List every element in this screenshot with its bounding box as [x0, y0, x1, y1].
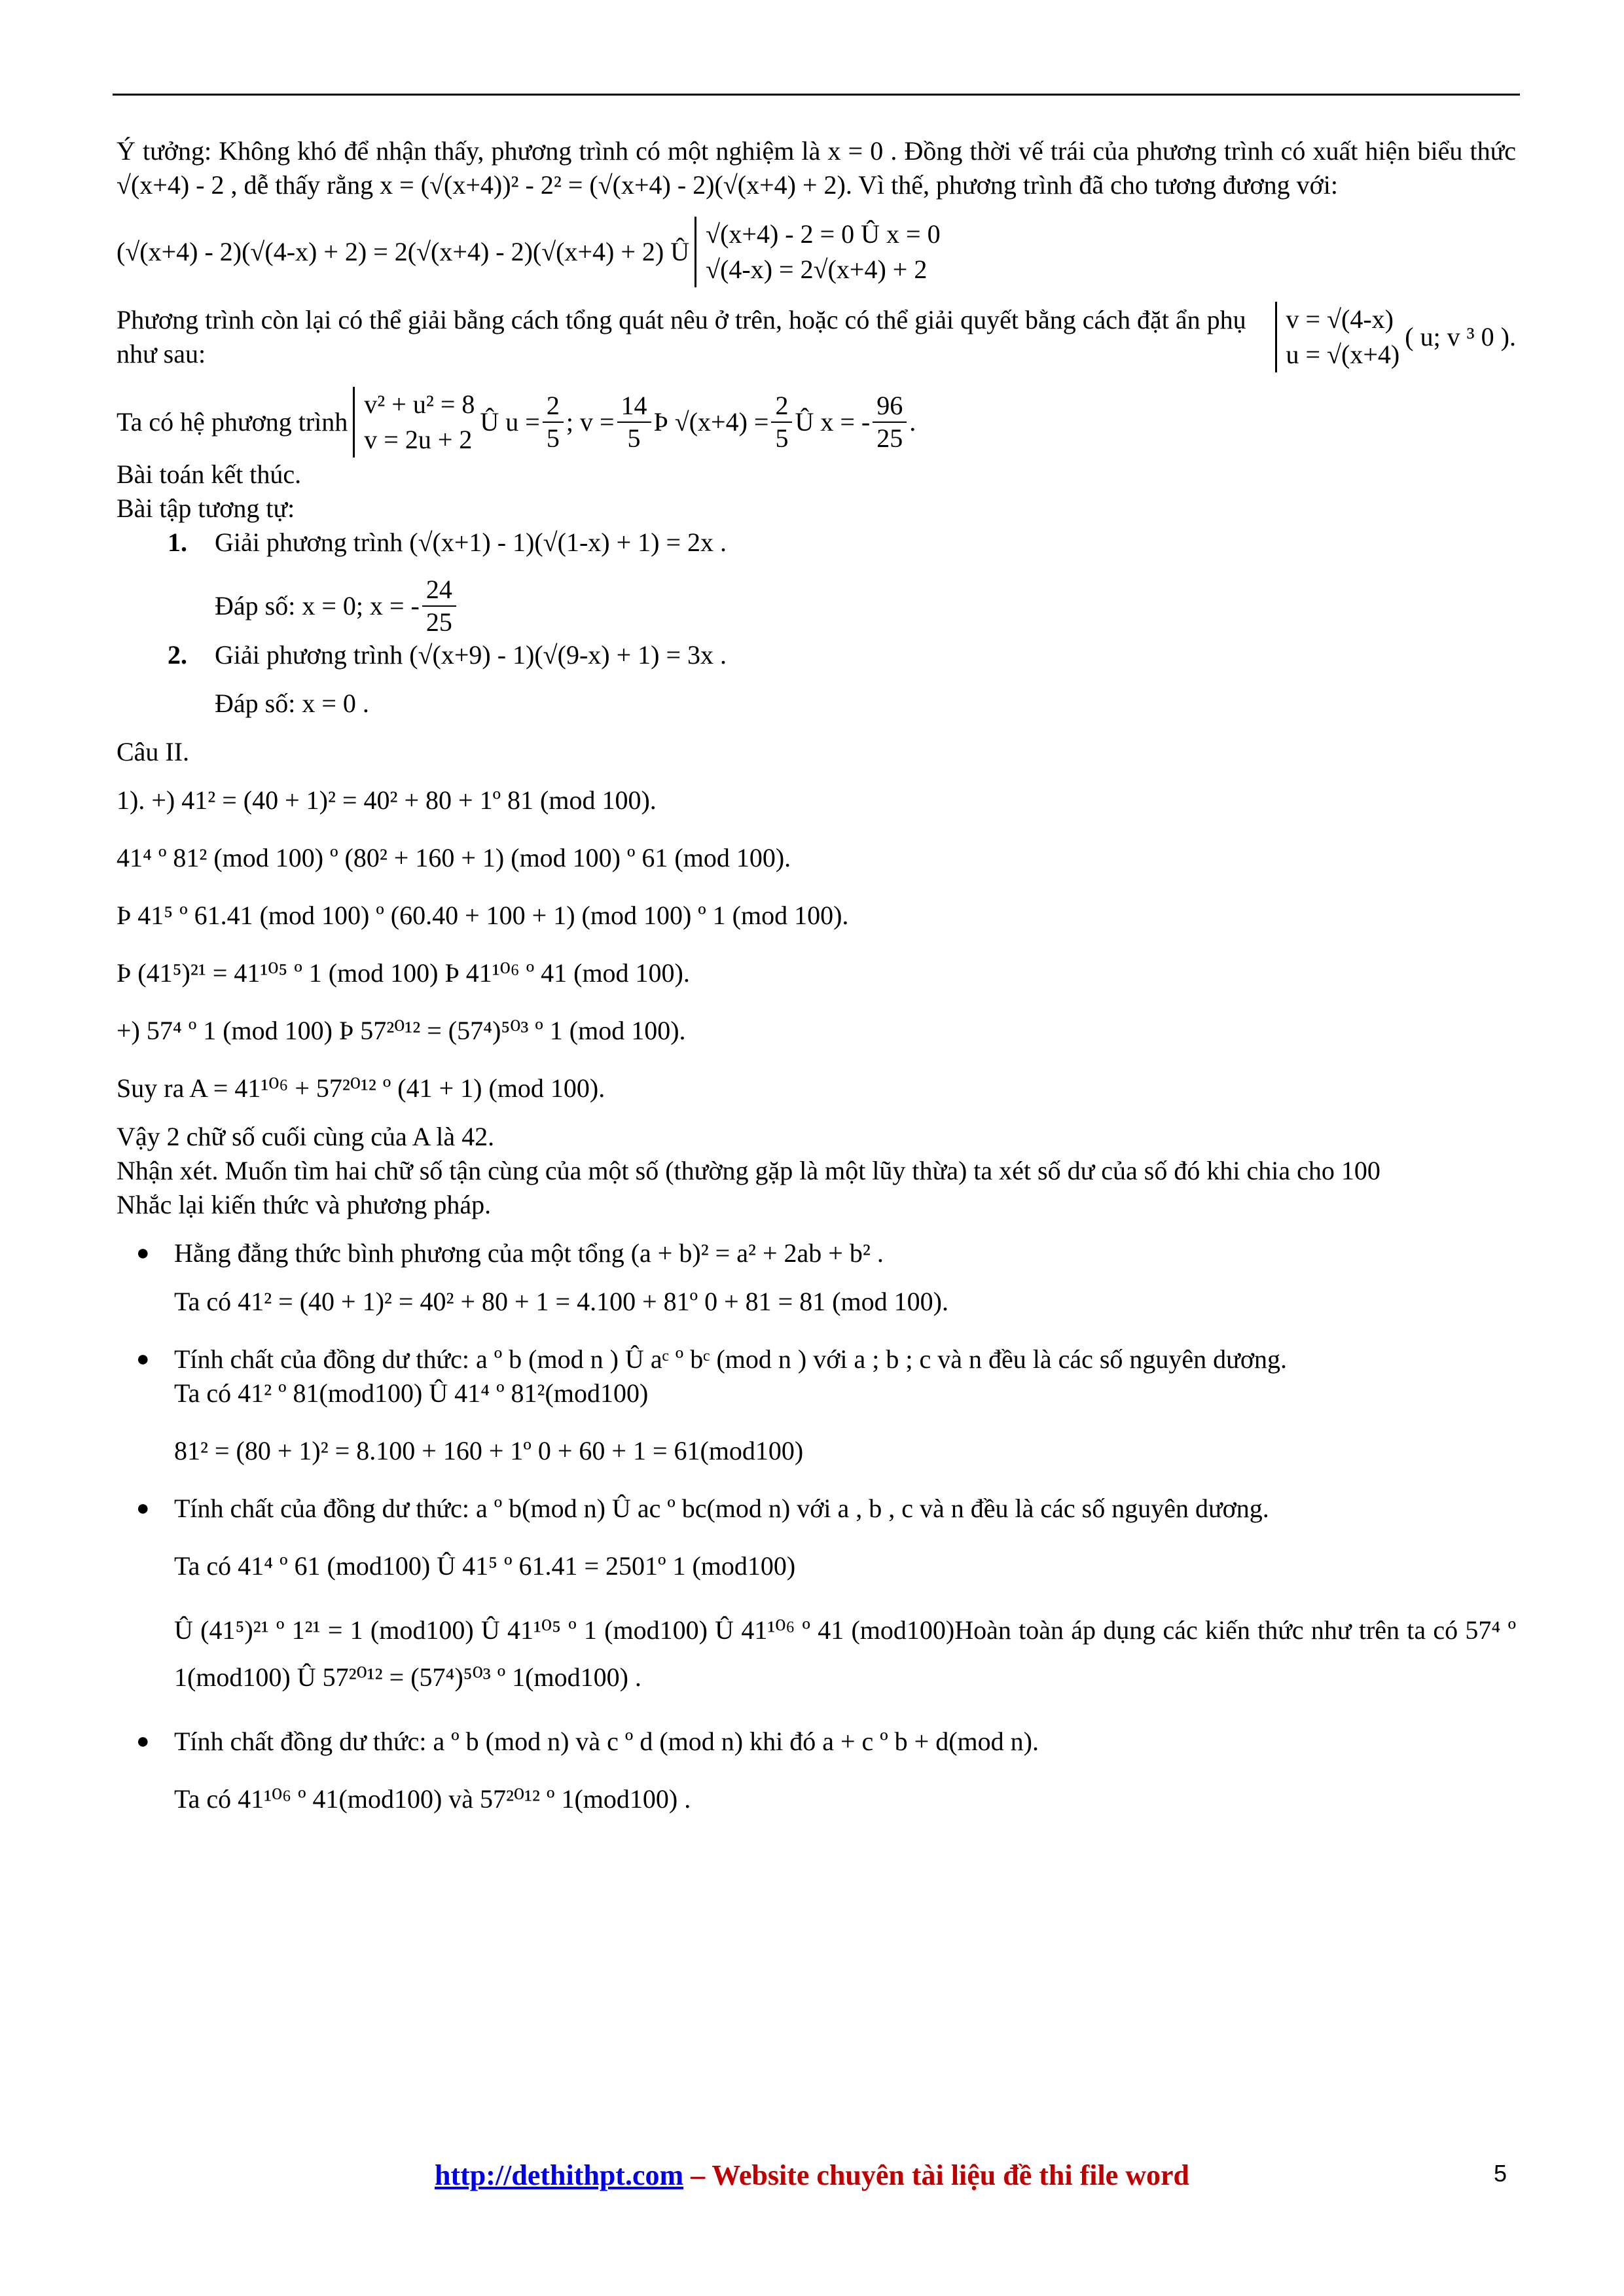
- page-number: 5: [1494, 2160, 1507, 2187]
- calc-line-3: Þ 41⁵ º 61.41 (mod 100) º (60.40 + 100 + 1) (mod 100) º 1 (mod 100).: [117, 901, 849, 930]
- question-2-heading: Câu II.: [117, 737, 190, 766]
- fraction-numerator: 2: [543, 390, 564, 423]
- system-2: [1275, 302, 1400, 372]
- answer-1: [117, 574, 1516, 638]
- calc-line-4: Þ (41⁵)²¹ = 41¹⁰⁵ º 1 (mod 100) Þ 41¹⁰⁶ º 41 (mod 100).: [117, 958, 690, 988]
- fraction-numerator: 14: [617, 390, 651, 423]
- calc-line-5: +) 57⁴ º 1 (mod 100) Þ 57²⁰¹² = (57⁴)⁵⁰³ º 1 (mod 100).: [117, 1016, 686, 1045]
- footer-link[interactable]: http://dethithpt.com: [435, 2159, 684, 2191]
- exercise-2: [117, 638, 1516, 672]
- bullet-2-text: Tính chất của đồng dư thức: a º b (mod n ) Û aᶜ º bᶜ (mod n ) với a ; b ; c và n đều là các số nguyên dương.: [174, 1344, 1287, 1374]
- bullet-dot-icon: ●: [136, 1241, 150, 1265]
- system-2-line-1: v = √(4-x): [1286, 304, 1394, 334]
- system-3: [353, 387, 475, 457]
- system-equation-line: [117, 387, 1516, 457]
- system-intro: Ta có hệ phương trình: [117, 407, 348, 437]
- fraction-2-5-a: [543, 390, 564, 454]
- exercise-2-text: Giải phương trình (√(x+9) - 1)(√(9-x) + 1) = 3x .: [215, 640, 727, 670]
- bullet-3-example-2: Û (41⁵)²¹ º 1²¹ = 1 (mod100) Û 41¹⁰⁵ º 1 (mod100) Û 41¹⁰⁶ º 41 (mod100)Hoàn toàn áp dụng các kiến thức như trên ta có 57⁴ º 1(mod100) Û 57²⁰¹² = (57⁴)⁵⁰³ º 1(mod100) .: [174, 1615, 1516, 1692]
- bullet-2-example-1: Ta có 41² º 81(mod100) Û 41⁴ º 81²(mod100): [174, 1378, 649, 1408]
- system-3-line-1: v² + u² = 8: [364, 389, 475, 419]
- system-3-line-2: v = 2u + 2: [364, 425, 473, 454]
- footer-slogan: – Website chuyên tài liệu đề thi file word: [683, 2159, 1189, 2191]
- substitution-line: [117, 302, 1516, 372]
- bullet-2-example-2: 81² = (80 + 1)² = 8.100 + 160 + 1º 0 + 60 + 1 = 61(mod100): [174, 1436, 804, 1465]
- end-text: Bài toán kết thúc.: [117, 459, 302, 489]
- calc-line-1: 1). +) 41² = (40 + 1)² = 40² + 80 + 1º 81 (mod 100).: [117, 785, 657, 815]
- equivalence-equation: (√(x+4) - 2)(√(4-x) + 2) = 2(√(x+4) - 2)(√(x+4) + 2) Û: [117, 237, 690, 266]
- bullet-3: [117, 1492, 1516, 1526]
- bullet-2: [117, 1342, 1516, 1376]
- fraction-numerator: 96: [873, 390, 907, 423]
- remark-paragraph: Nhận xét. Muốn tìm hai chữ số tận cùng của một số (thường gặp là một lũy thừa) ta xét số dư của số đó khi chia cho 100: [117, 1156, 1380, 1185]
- fraction-96-25: [873, 390, 907, 454]
- equivalence-line: [117, 217, 1516, 287]
- exercise-2-number: 2.: [168, 640, 187, 670]
- result-dot: .: [909, 407, 916, 437]
- system-2-line-2: u = √(x+4): [1286, 340, 1400, 369]
- result-part-4: Û x = -: [795, 407, 871, 437]
- bullet-3-text: Tính chất của đồng dư thức: a º b(mod n) Û ac º bc(mod n) với a , b , c và n đều là các số nguyên dương.: [174, 1494, 1269, 1523]
- fraction-numerator: 24: [422, 574, 456, 607]
- bullet-3-example-1: Ta có 41⁴ º 61 (mod100) Û 41⁵ º 61.41 = 2501º 1 (mod100): [174, 1551, 796, 1581]
- system-2-condition: ( u; v ³ 0 ).: [1405, 322, 1516, 351]
- system-1-line-1: √(x+4) - 2 = 0 Û x = 0: [706, 219, 941, 249]
- fraction-denominator: 5: [546, 423, 560, 453]
- answer-1-text: Đáp số: x = 0; x = -: [215, 591, 420, 620]
- system-1: [695, 217, 940, 287]
- header-rule: [113, 94, 1520, 96]
- calc-line-2: 41⁴ º 81² (mod 100) º (80² + 160 + 1) (mod 100) º 61 (mod 100).: [117, 843, 791, 872]
- similar-heading: Bài tập tương tự:: [117, 493, 295, 523]
- exercise-1-number: 1.: [168, 528, 187, 557]
- bullet-4-text: Tính chất đồng dư thức: a º b (mod n) và c º d (mod n) khi đó a + c º b + d(mod n).: [174, 1727, 1039, 1756]
- fraction-14-5: [617, 390, 651, 454]
- system-1-line-2: √(4-x) = 2√(x+4) + 2: [706, 255, 928, 284]
- exercise-1-text: Giải phương trình (√(x+1) - 1)(√(1-x) + 1) = 2x .: [215, 528, 727, 557]
- bullet-4-example: Ta có 41¹⁰⁶ º 41(mod100) và 57²⁰¹² º 1(mod100) .: [174, 1784, 691, 1814]
- fraction-2-5-b: [771, 390, 792, 454]
- result-part-2: ; v =: [566, 407, 615, 437]
- bullet-dot-icon: ●: [136, 1347, 150, 1371]
- idea-paragraph: Ý tưởng: Không khó để nhận thấy, phương trình có một nghiệm là x = 0 . Đồng thời vế trái của phương trình có xuất hiện biểu thức √(x+4) - 2 , dễ thấy rằng x = (√(x+4))² - 2² = (√(x+4) - 2)(√(x+4) + 2). Vì thế, phương trình đã cho tương đương với:: [117, 136, 1516, 200]
- remaining-text: Phương trình còn lại có thể giải bằng cách tổng quát nêu ở trên, hoặc có thể giải quyết bằng cách đặt ẩn phụ như sau:: [117, 305, 1246, 368]
- fraction-24-25: [422, 574, 456, 638]
- fraction-denominator: 5: [627, 423, 641, 453]
- bullet-1-text: Hằng đẳng thức bình phương của một tổng (a + b)² = a² + 2ab + b² .: [174, 1238, 884, 1268]
- bullet-1-example: Ta có 41² = (40 + 1)² = 40² + 80 + 1 = 4.100 + 81º 0 + 81 = 81 (mod 100).: [174, 1287, 948, 1316]
- bullet-4: [117, 1725, 1516, 1759]
- calc-line-6: Suy ra A = 41¹⁰⁶ + 57²⁰¹² º (41 + 1) (mod 100).: [117, 1073, 605, 1103]
- bullet-1: [117, 1236, 1516, 1270]
- result-part-1: Û u =: [480, 407, 540, 437]
- result-part-3: Þ √(x+4) =: [653, 407, 769, 437]
- review-heading: Nhắc lại kiến thức và phương pháp.: [117, 1190, 492, 1219]
- fraction-numerator: 2: [771, 390, 792, 423]
- bullet-dot-icon: ●: [136, 1729, 150, 1753]
- answer-2: Đáp số: x = 0 .: [215, 689, 369, 718]
- conclusion-line: Vậy 2 chữ số cuối cùng của A là 42.: [117, 1122, 495, 1151]
- fraction-denominator: 5: [775, 423, 789, 453]
- fraction-denominator: 25: [425, 607, 452, 637]
- page-content: [117, 134, 1516, 1816]
- bullet-dot-icon: ●: [136, 1496, 150, 1520]
- footer: [0, 2159, 1624, 2192]
- fraction-denominator: 25: [876, 423, 903, 453]
- exercise-1: [117, 526, 1516, 560]
